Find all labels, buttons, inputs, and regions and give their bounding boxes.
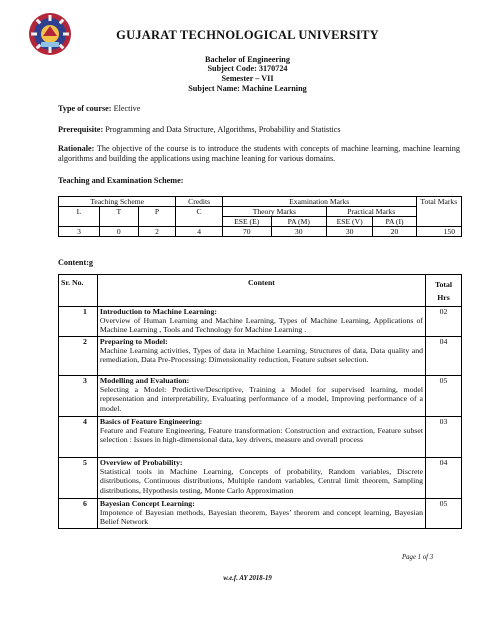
row-title: Introduction to Machine Learning: [99, 307, 217, 316]
type-of-course-value: Elective [113, 104, 141, 113]
t-header: T [99, 207, 138, 227]
ese-v-header: ESE (V) [326, 217, 373, 227]
row-title: Basics of Feature Engineering: [99, 417, 203, 426]
row-hrs: 05 [426, 376, 462, 417]
table-row [59, 499, 462, 529]
row-number: 5 [59, 458, 98, 499]
row-text: Overview of Human Learning and Machine Learning, Types of Machine Learning, Applications of Machine Learning , Tools and Technology for Machine Learning . [99, 316, 424, 335]
rationale-value: The objective of the course is to introduce the students with concepts of machine learning, machine learning algorithms and building the applications using machine leaning for various domains. [58, 144, 460, 163]
prerequisite [58, 125, 460, 135]
total-hrs-header [426, 275, 462, 307]
row-content [97, 458, 425, 499]
type-of-course [58, 104, 460, 114]
total-marks-header: Total Marks [416, 197, 461, 227]
row-number: 2 [59, 337, 98, 376]
theory-marks-header: Theory Marks [222, 207, 326, 217]
page-number: Page 1 of 3 [402, 554, 434, 561]
row-text: Selecting a Model: Predictive/Descriptive, Training a Model for supervised learning, model representation and interpretability, Evaluating performance of a model, Improving performance of a model. [99, 385, 424, 413]
row-hrs: 04 [426, 458, 462, 499]
degree-line: Bachelor of Engineering [205, 55, 290, 64]
table-row [59, 458, 462, 499]
table-row [59, 417, 462, 458]
scheme-heading: Teaching and Examination Scheme: [58, 176, 184, 185]
row-title: Overview of Probability: [99, 458, 183, 467]
content-header: Content [97, 275, 425, 307]
pa-i-value: 20 [373, 227, 416, 237]
ese-e-header: ESE (E) [222, 217, 271, 227]
row-hrs: 05 [426, 499, 462, 529]
table-row [59, 337, 462, 376]
practical-marks-header: Practical Marks [326, 207, 416, 217]
effective-year: w.e.f. AY 2018-19 [223, 575, 272, 582]
row-text: Machine Learning activities, Types of data in Machine Learning, Structures of data, Data quality and remediation, Data Pre-Processing: Dimensionality reduction, Feature subset selection. [99, 346, 424, 365]
type-of-course-label: Type of course: [58, 104, 112, 113]
content-table [58, 274, 462, 529]
hrs-header-line: Hrs [437, 293, 450, 302]
prerequisite-value: Programming and Data Structure, Algorithms, Probability and Statistics [105, 125, 341, 134]
l-header: L [59, 207, 100, 227]
row-text: Feature and Feature Engineering, Feature transformation: Construction and extraction, Feature subset selection : Issues in high-dimensional data, key drivers, measure and overall process [99, 426, 424, 445]
examination-marks-header: Examination Marks [222, 197, 416, 207]
prerequisite-label: Prerequisite: [58, 125, 104, 134]
row-number: 6 [59, 499, 98, 529]
row-number: 3 [59, 376, 98, 417]
row-content [97, 417, 425, 458]
row-content [97, 337, 425, 376]
table-row [59, 376, 462, 417]
row-title: Bayesian Concept Learning: [99, 499, 195, 508]
university-name: GUJARAT TECHNOLOGICAL UNIVERSITY [116, 28, 379, 42]
semester: Semester – VII [221, 74, 274, 83]
credits-header: Credits [176, 197, 223, 207]
row-text: Statistical tools in Machine Learning, Concepts of probability, Random variables, Discrete distributions, Continuous distributions, Multiple random variables, Central limit theorem, Sampling distributions, Hypothesis testing, Monte Carlo Approximation [99, 467, 424, 495]
rationale-label: Rationale: [58, 144, 95, 153]
row-title: Modelling and Evaluation: [99, 376, 190, 385]
pa-m-header: PA (M) [271, 217, 326, 227]
total-value: 150 [416, 227, 461, 237]
pa-i-header: PA (I) [373, 217, 416, 227]
ese-v-value: 30 [326, 227, 373, 237]
pa-m-value: 30 [271, 227, 326, 237]
row-number: 1 [59, 307, 98, 337]
row-content [97, 499, 425, 529]
row-hrs: 03 [426, 417, 462, 458]
scheme-table [58, 196, 462, 237]
p-value: 2 [138, 227, 176, 237]
row-content [97, 307, 425, 337]
t-value: 0 [99, 227, 138, 237]
table-row [59, 307, 462, 337]
total-header-line: Total [434, 280, 453, 289]
c-value: 4 [176, 227, 223, 237]
p-header: P [138, 207, 176, 227]
ese-e-value: 70 [222, 227, 271, 237]
row-hrs: 04 [426, 337, 462, 376]
rationale [58, 144, 460, 164]
c-header: C [176, 207, 223, 227]
content-heading: Content:g [58, 258, 94, 267]
srno-header: Sr. No. [59, 275, 98, 307]
subject-code: Subject Code: 3170724 [207, 64, 288, 73]
subject-name: Subject Name: Machine Learning [188, 84, 307, 93]
row-hrs: 02 [426, 307, 462, 337]
row-number: 4 [59, 417, 98, 458]
row-content [97, 376, 425, 417]
l-value: 3 [59, 227, 100, 237]
row-title: Preparing to Model: [99, 337, 168, 346]
row-text: Impotence of Bayesian methods, Bayesian theorem, Bayes’ theorem and concept learning, Bayesian Belief Network [99, 508, 424, 527]
teaching-scheme-header: Teaching Scheme [59, 197, 176, 207]
